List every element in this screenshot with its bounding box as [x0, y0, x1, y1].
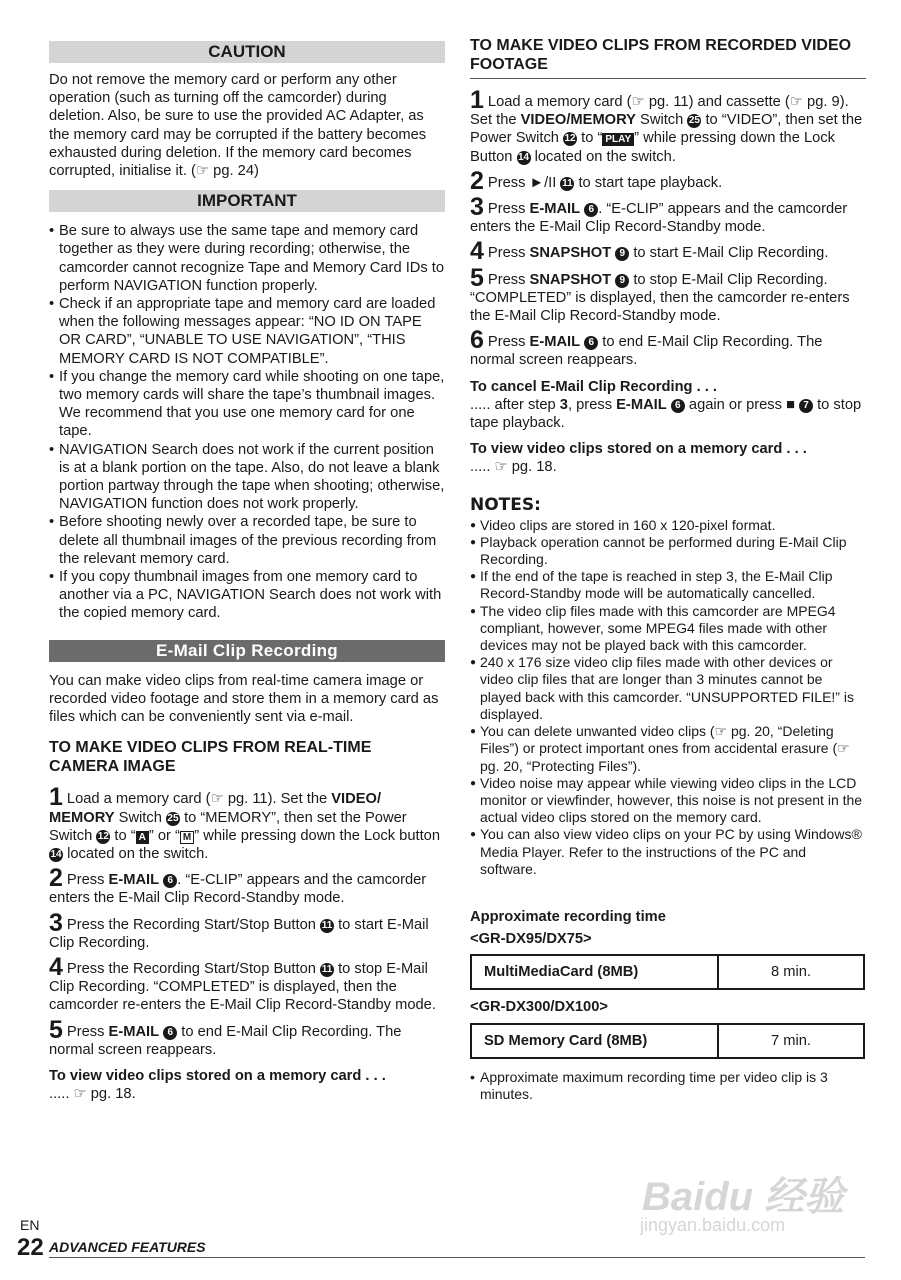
list-item: ● Video noise may appear while viewing video clips in the LCD monitor or viewfinder, however, this noise is not present in the actual video clips stored on the memory card. [470, 775, 866, 827]
footer-language: EN [20, 1217, 40, 1233]
realtime-view-ref: ..... ☞ pg. 18. [49, 1086, 136, 1103]
list-item: • Approximate maximum recording time per video clip is 3 minutes. [470, 1069, 866, 1103]
callout-icon: 6 [584, 203, 598, 217]
model-label-1: <GR-DX95/DX75> [470, 931, 592, 948]
realtime-step-5: 5 Press E-MAIL 6 to end E-Mail Clip Recording. The normal screen reappears. [49, 1015, 402, 1058]
cancel-heading: To cancel E-Mail Clip Recording . . . [470, 378, 718, 395]
callout-icon: 6 [584, 336, 598, 350]
cancel-text: ..... after step 3, press E-MAIL 6 again or press ■ 7 to stop tape playback. [470, 396, 862, 432]
caution-text: Do not remove the memory card or perform any other operation (such as turning off the camcorder) during deletion. Also, be sure to use the provided AC Adapter, as the memory card may be corrupted if the battery becomes exhausted during deletion. If the memory card becomes corrupted, initialise it. (☞ pg. 24) [49, 72, 427, 180]
step-number: 5 [49, 1015, 63, 1044]
watermark-logo: Baidu 经验 [642, 1175, 845, 1219]
left-column [49, 36, 445, 1103]
list-item: ● You can also view video clips on your PC by using Windows® Media Player. Refer to the instructions of the PC and software. [470, 826, 866, 878]
step-number: 3 [470, 193, 484, 222]
rectime-heading: Approximate recording time [470, 908, 666, 925]
recorded-step-5: 5 Press SNAPSHOT 9 to stop E-Mail Clip Recording. “COMPLETED” is displayed, then the camcorder re-enters the E-Mail Clip Record-Standby mode. [470, 263, 850, 325]
email-clip-heading: E-Mail Clip Recording [49, 640, 445, 662]
callout-icon: 11 [321, 963, 333, 975]
play-mode-icon: PLAY [602, 133, 634, 146]
realtime-step-1: 1 Load a memory card (☞ pg. 11). Set the VIDEO/ MEMORY Switch 25 to “MEMORY”, then set the Power Switch 12 to “ A ” or “ M ” while pressing down the Lock button 14 located on the switch. [49, 783, 441, 862]
important-list [49, 222, 445, 622]
model-label-2: <GR-DX300/DX100> [470, 999, 608, 1016]
step-number: 6 [470, 326, 484, 355]
callout-icon: 25 [688, 115, 700, 127]
caution-heading: CAUTION [49, 41, 445, 63]
callout-icon: 7 [799, 399, 813, 413]
callout-icon: 6 [163, 874, 177, 888]
step-number: 2 [49, 864, 63, 893]
realtime-heading: TO MAKE VIDEO CLIPS FROM REAL-TIME CAMERA IMAGE [49, 739, 372, 776]
watermark-url: jingyan.baidu.com [640, 1215, 786, 1235]
callout-icon: 14 [517, 151, 530, 163]
realtime-step-3: 3 Press the Recording Start/Stop Button 11 to start E-Mail Clip Recording. [49, 908, 429, 951]
important-heading: IMPORTANT [49, 190, 445, 212]
recorded-step-1: 1 Load a memory card (☞ pg. 11) and cassette (☞ pg. 9). Set the VIDEO/MEMORY Switch 25 to “VIDEO”, then set the Power Switch 12 to “ PLAY ” while pressing down the Lock Button 14 located on the switch. [470, 86, 863, 165]
recorded-step-2: 2 Press ►/II 11 to start tape playback. [470, 166, 723, 195]
list-item: • NAVIGATION Search does not work if the current position is at a blank portion on the tape. Also, do not leave a blank portion partway through the tape when shooting; otherwise, NAVIGATION function does not work properly. [49, 441, 445, 514]
card-type: SD Memory Card (8MB) [471, 1024, 718, 1058]
callout-icon: 11 [321, 919, 333, 931]
recorded-view-ref: ..... ☞ pg. 18. [470, 459, 557, 476]
callout-icon: 12 [97, 830, 109, 842]
record-time: 7 min. [718, 1024, 864, 1058]
rectime-table-2 [470, 1023, 865, 1059]
callout-icon: 6 [671, 399, 685, 413]
callout-icon: 12 [564, 133, 576, 145]
recorded-step-6: 6 Press E-MAIL 6 to end E-Mail Clip Recording. The normal screen reappears. [470, 326, 823, 369]
step-number: 4 [470, 237, 484, 266]
right-column [470, 36, 866, 1103]
record-time: 8 min. [718, 955, 864, 989]
footer-divider [49, 1257, 865, 1258]
auto-mode-icon: A [136, 831, 149, 844]
list-item: • If you change the memory card while shooting on one tape, two memory cards will share the tape’s thumbnail images. We recommend that you use one memory card for one tape. [49, 368, 445, 441]
list-item: ● Video clips are stored in 160 x 120-pixel format. [470, 517, 866, 534]
realtime-step-2: 2 Press E-MAIL 6 . “E-CLIP” appears and the camcorder enters the E-Mail Clip Record-Standby mode. [49, 864, 427, 907]
section-title: ADVANCED FEATURES [49, 1239, 206, 1255]
callout-icon: 11 [562, 177, 573, 189]
list-item: ● You can delete unwanted video clips (☞ pg. 20, “Deleting Files”) or protect important ones from accidental erasure (☞ pg. 20, “Protecting Files”). [470, 723, 866, 775]
notes-list [470, 517, 866, 878]
callout-icon: 25 [167, 812, 179, 824]
recorded-step-4: 4 Press SNAPSHOT 9 to start E-Mail Clip Recording. [470, 237, 829, 266]
list-item: ● Playback operation cannot be performed during E-Mail Clip Recording. [470, 534, 866, 568]
recorded-heading: TO MAKE VIDEO CLIPS FROM RECORDED VIDEO FOOTAGE [470, 36, 866, 79]
step-number: 3 [49, 908, 63, 937]
realtime-view-heading: To view video clips stored on a memory card . . . [49, 1067, 386, 1084]
notes-heading: NOTES: [470, 494, 541, 515]
card-type: MultiMediaCard (8MB) [471, 955, 718, 989]
callout-icon: 9 [615, 247, 629, 261]
recorded-view-heading: To view video clips stored on a memory card . . . [470, 441, 807, 458]
manual-mode-icon: M [180, 831, 194, 844]
list-item: ● The video clip files made with this camcorder are MPEG4 compliant, however, some MPEG4 files made with other devices may not be played back with this camcorder. [470, 603, 866, 655]
step-number: 5 [470, 263, 484, 292]
callout-icon: 9 [615, 274, 629, 288]
rectime-table-1 [470, 954, 865, 990]
list-item: • If you copy thumbnail images from one memory card to another via a PC, NAVIGATION Search does not work with the copied memory card. [49, 568, 445, 623]
table-row [471, 955, 864, 989]
step-number: 4 [49, 952, 63, 981]
page-number: 22 [17, 1234, 44, 1261]
step-number: 1 [470, 86, 484, 114]
list-item: • Before shooting newly over a recorded tape, be sure to delete all thumbnail images of the previous recording from the relevant memory card. [49, 513, 445, 568]
table-row [471, 1024, 864, 1058]
list-item: • Check if an appropriate tape and memory card are loaded when the following messages appear: “NO ID ON TAPE OR CARD”, “UNABLE TO USE NAVIGATION”, “THIS MEMORY CARD IS NOT COMPATIBLE”. [49, 295, 445, 368]
email-intro: You can make video clips from real-time camera image or recorded video footage and store them in a memory card as files which can be conveniently sent via e-mail. [49, 672, 439, 726]
callout-icon: 6 [163, 1026, 177, 1040]
rectime-note [470, 1069, 866, 1103]
recorded-step-3: 3 Press E-MAIL 6 . “E-CLIP” appears and the camcorder enters the E-Mail Clip Record-Standby mode. [470, 193, 848, 236]
list-item: • Be sure to always use the same tape and memory card together as they were during recording; otherwise, the camcorder cannot recognize Tape and Memory Card IDs to perform NAVIGATION function properly. [49, 222, 445, 295]
list-item: ● 240 x 176 size video clip files made with other devices or video clip files that are longer than 3 minutes cannot be played back with this camcorder. “UNSUPPORTED FILE!” is displayed. [470, 654, 866, 723]
callout-icon: 14 [50, 848, 62, 860]
realtime-step-4: 4 Press the Recording Start/Stop Button 11 to stop E-Mail Clip Recording. “COMPLETED” is displayed, then the camcorder re-enters the E-Mail Clip Record-Standby mode. [49, 952, 436, 1014]
step-number: 2 [470, 166, 484, 195]
step-number: 1 [49, 783, 63, 812]
list-item: ● If the end of the tape is reached in step 3, the E-Mail Clip Record-Standby mode will be automatically cancelled. [470, 568, 866, 602]
